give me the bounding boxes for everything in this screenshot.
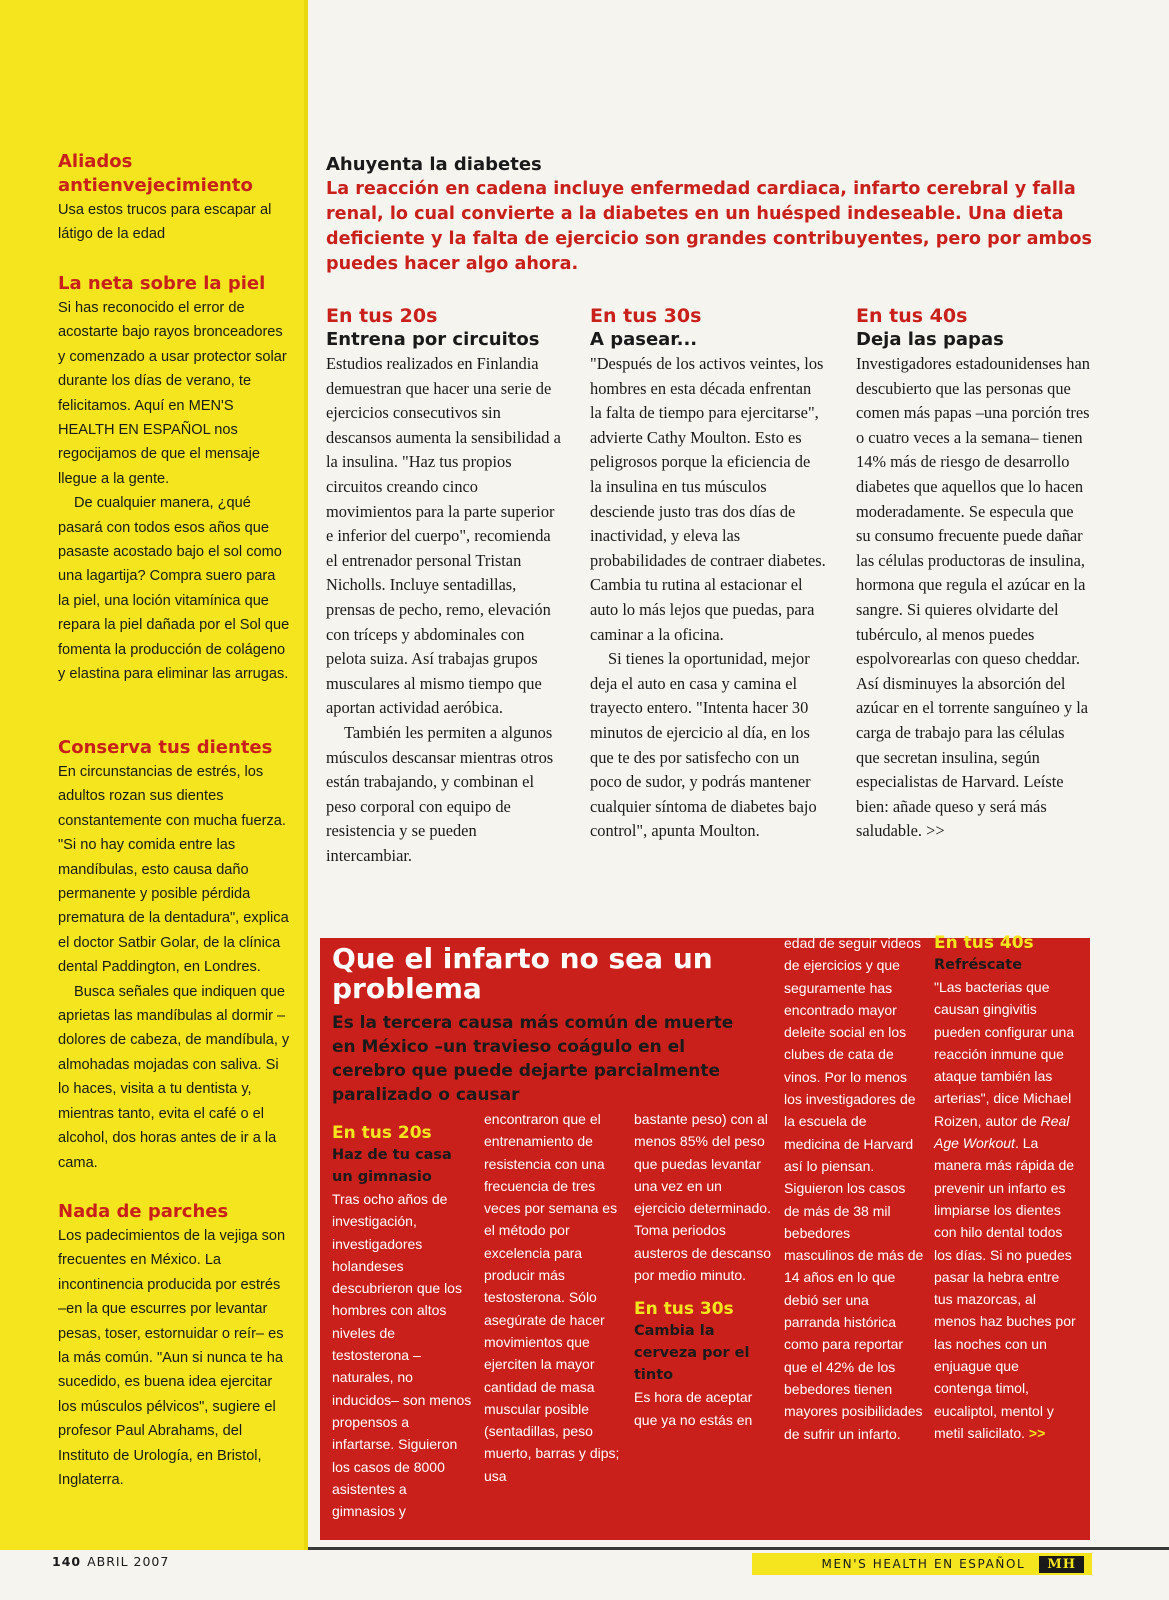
sidebar-section-parches (58, 1200, 290, 1492)
article-column-20s (326, 304, 562, 868)
column-era: En tus 30s (590, 305, 702, 327)
article-deck: La reacción en cadena incluye enfermedad cardiaca, infarto cerebral y falla renal, lo cual convierte a la diabetes en un huésped indeseable. Una dieta deficiente y la falta de ejercicio son grandes contribuyentes, pero por ambos puedes hacer algo ahora. (326, 179, 1092, 274)
redbox-era: En tus 20s (332, 1123, 432, 1143)
column-subtitle: Entrena por circuitos (326, 329, 540, 350)
redbox-text: bastante peso) con al menos 85% del peso que puedas levantar una vez en un ejercicio determinado. Toma periodos austeros de descanso por medio minuto. (634, 1111, 771, 1284)
redbox-subtitle: Haz de tu casa un gimnasio (332, 1147, 452, 1185)
column-era: En tus 20s (326, 305, 438, 327)
sidebar-section-text: Los padecimientos de la vejiga son frecuentes en México. La incontinencia producida por estrés –en la que escurres por levantar pesas, toser, estornuidar o reír– es la más común. "Aun si nunca te ha sucedido, es buena idea ejercitar los músculos pélvicos", sugiere el profesor Paul Abrahams, del Instituto de Urología, en Bristol, Inglaterra. (58, 1228, 286, 1489)
redbox-title: Que el infarto no sea un problema (332, 942, 713, 1005)
paragraph-text: . La manera más rápida de prevenir un infarto es limpiarse los dientes con hilo dental todos los días. Si no puedes pasar la hebra entre tus mazorcas, al menos haz buches por las noches con un enjuague que contenga timol, eucaliptol, mentol y metil salicilato. (934, 1135, 1076, 1441)
issue-date: ABRIL 2007 (87, 1554, 170, 1569)
magazine-logo: MH (1039, 1556, 1084, 1573)
paragraph-text: De cualquier manera, ¿qué pasará con todos esos años que pasaste acostado bajo el sol como una lagartija? Compra suero para la piel, una loción vitamínica que repara la piel dañada por el Sol que fomenta la producción de colágeno y elastina para eliminar las arrugas. (58, 495, 290, 683)
paragraph-text: Busca señales que indiquen que aprietas las mandíbulas al dormir –dolores de cabeza, de mandíbula, y almohadas mojadas con saliva. Si lo haces, visita a tu dentista y, mientras tanto, evita el café o el alcohol, dos horas antes de ir a la cama. (58, 983, 290, 1171)
sidebar-section-aliados (58, 150, 290, 247)
article-column-30s (590, 304, 826, 844)
redbox-era: En tus 30s (634, 1299, 734, 1320)
sidebar-section-text (58, 491, 290, 686)
sidebar-section-title: La neta sobre la piel (58, 273, 266, 294)
redbox-subtitle: Cambia la cerveza por el tinto (634, 1323, 750, 1384)
sidebar-section-title: Aliados antienvejecimiento (58, 151, 253, 196)
sidebar-panel (0, 0, 308, 1550)
magazine-name: MEN'S HEALTH EN ESPAÑOL (821, 1557, 1026, 1571)
paragraph-text: Si tienes la oportunidad, mejor deja el auto en casa y camina el trayecto entero. "Intenta hacer 30 minutos de ejercicio al día, en los que te des por satisfecho con un poco de sudor, y podrás mantener cualquier síntoma de diabetes bajo control", apunta Moulton. (590, 649, 817, 841)
footer-rule (308, 1547, 1169, 1550)
column-text: Estudios realizados en Finlandia demuestran que hacer una serie de ejercicios consecutivos sin descansos aumenta la sensibilidad a la insulina. "Haz tus propios circuitos creando cinco movimientos para la parte superior e inferior del cuerpo", recomienda el entrenador personal Tristan Nicholls. Incluye sentadillas, prensas de pecho, remo, elevación con tríceps y abdominales con pelota suiza. Así trabajas grupos musculares al mismo tiempo que aportan actividad aeróbica. (326, 354, 561, 718)
redbox-column-4 (784, 932, 924, 1445)
redbox-column-2 (484, 1108, 624, 1487)
book-title: Real Age Workout (934, 1112, 1070, 1152)
column-subtitle: Deja las papas (856, 329, 1004, 350)
article-header (326, 153, 1116, 277)
stroke-sidebar-box (320, 933, 1090, 1540)
column-text (590, 647, 826, 844)
paragraph-text: "Las bacterias que causan gingivitis pueden configurar una reacción inmune que ataque también las arterias", dice Michael Roizen, autor de (934, 979, 1075, 1129)
redbox-text: Tras ocho años de investigación, investigadores holandeses descubrieron que los hombres con altos niveles de testosterona –naturales, no inducidos– son menos propensos a infartarse. Siguieron los casos de 8000 asistentes a gimnasios y (332, 1191, 472, 1520)
sidebar-section-piel (58, 272, 290, 687)
sidebar-section-dientes (58, 736, 290, 1175)
sidebar-section-text: En circunstancias de estrés, los adultos rozan sus dientes constantemente con mucha fuerza. "Si no hay comida entre las mandíbulas, esto causa daño permanente y posible pérdida prematura de la dentadura", explica el doctor Satbir Golar, de la clínica dental Paddington, en Londres. (58, 764, 289, 976)
redbox-subtitle: Refréscate (934, 957, 1023, 973)
footer-brand-bar (752, 1553, 1092, 1575)
redbox-column-1 (332, 1122, 472, 1522)
sidebar-section-text: Usa estos trucos para escapar al látigo de la edad (58, 202, 272, 243)
article-kicker: Ahuyenta la diabetes (326, 154, 542, 175)
sidebar-section-title: Nada de parches (58, 1201, 229, 1222)
redbox-text: Es hora de aceptar que ya no estás en (634, 1389, 753, 1428)
page-folio (52, 1554, 169, 1569)
continue-arrow-icon: >> (926, 821, 945, 841)
column-text (326, 721, 562, 869)
redbox-era: En tus 40s (934, 933, 1034, 953)
article-column-40s (856, 304, 1092, 844)
redbox-text (934, 976, 1079, 1444)
sidebar-section-title: Conserva tus dientes (58, 737, 273, 758)
redbox-text: encontraron que el entrenamiento de resistencia con una frecuencia de tres veces por semana es el método por excelencia para producir más testosterona. Sólo asegúrate de hacer movimientos que ejerciten la mayor cantidad de masa muscular posible (sentadillas, peso muerto, barras y dips; usa (484, 1111, 620, 1484)
redbox-column-3 (634, 1108, 774, 1431)
redbox-deck: Es la tercera causa más común de muerte en México –un travieso coágulo en el cerebro que puede dejarte parcialmente paralizado o causar (332, 1013, 734, 1105)
column-text (856, 352, 1092, 844)
paragraph-text: También les permiten a algunos músculos descansar mientras otros están trabajando, y combinan el peso corporal con equipo de resistencia y se pueden intercambiar. (326, 722, 554, 865)
continue-arrow-icon: >> (1028, 1424, 1046, 1441)
redbox-text: edad de seguir videos de ejercicios y que seguramente has encontrado mayor deleite social en los clubes de cata de vinos. Por lo menos los investigadores de la escuela de medicina de Harvard así lo piensan. Siguieron los casos de más de 38 mil bebedores masculinos de más de 14 años en lo que debió ser una parranda histórica como para reportar que el 42% de los bebedores tienen mayores posibilidades de sufrir un infarto. (784, 935, 924, 1442)
column-subtitle: A pasear... (590, 329, 698, 350)
column-text: "Después de los activos veintes, los hombres en esta década enfrentan la falta de tiempo para ejercitarse", advierte Cathy Moulton. Esto es peligrosos porque la eficiencia de la insulina en tus músculos desciende justo tras dos días de inactividad, y eleva las probabilidades de contraer diabetes. Cambia tu rutina al estacionar el auto lo más lejos que puedas, para caminar a la oficina. (590, 354, 826, 644)
column-era: En tus 40s (856, 305, 968, 327)
page-number: 140 (52, 1554, 82, 1569)
sidebar-section-text: Si has reconocido el error de acostarte bajo rayos bronceadores y comenzado a usar protector solar durante los días de verano, te felicitamos. Aquí en MEN'S HEALTH EN ESPAÑOL nos regocijamos de que el mensaje llegue a la gente. (58, 300, 287, 487)
sidebar-section-text (58, 980, 290, 1175)
paragraph-text: Investigadores estadounidenses han descubierto que las personas que comen más papas –una porción tres o cuatro veces a la semana– tienen 14% más de riesgo de desarrollo diabetes que aquellos que lo hacen moderadamente. Se especula que su consumo frecuente puede dañar las células productoras de insulina, hormona que regula el azúcar en la sangre. Si quieres olvidarte del tubérculo, al menos puedes espolvorearlas con queso cheddar. Así disminuyes la absorción del azúcar en el torrente sanguíneo y la carga de trabajo para las células que secretan insulina, según especialistas de Harvard. Leíste bien: añade queso y será más saludable. (856, 354, 1090, 841)
redbox-column-5 (934, 932, 1079, 1444)
